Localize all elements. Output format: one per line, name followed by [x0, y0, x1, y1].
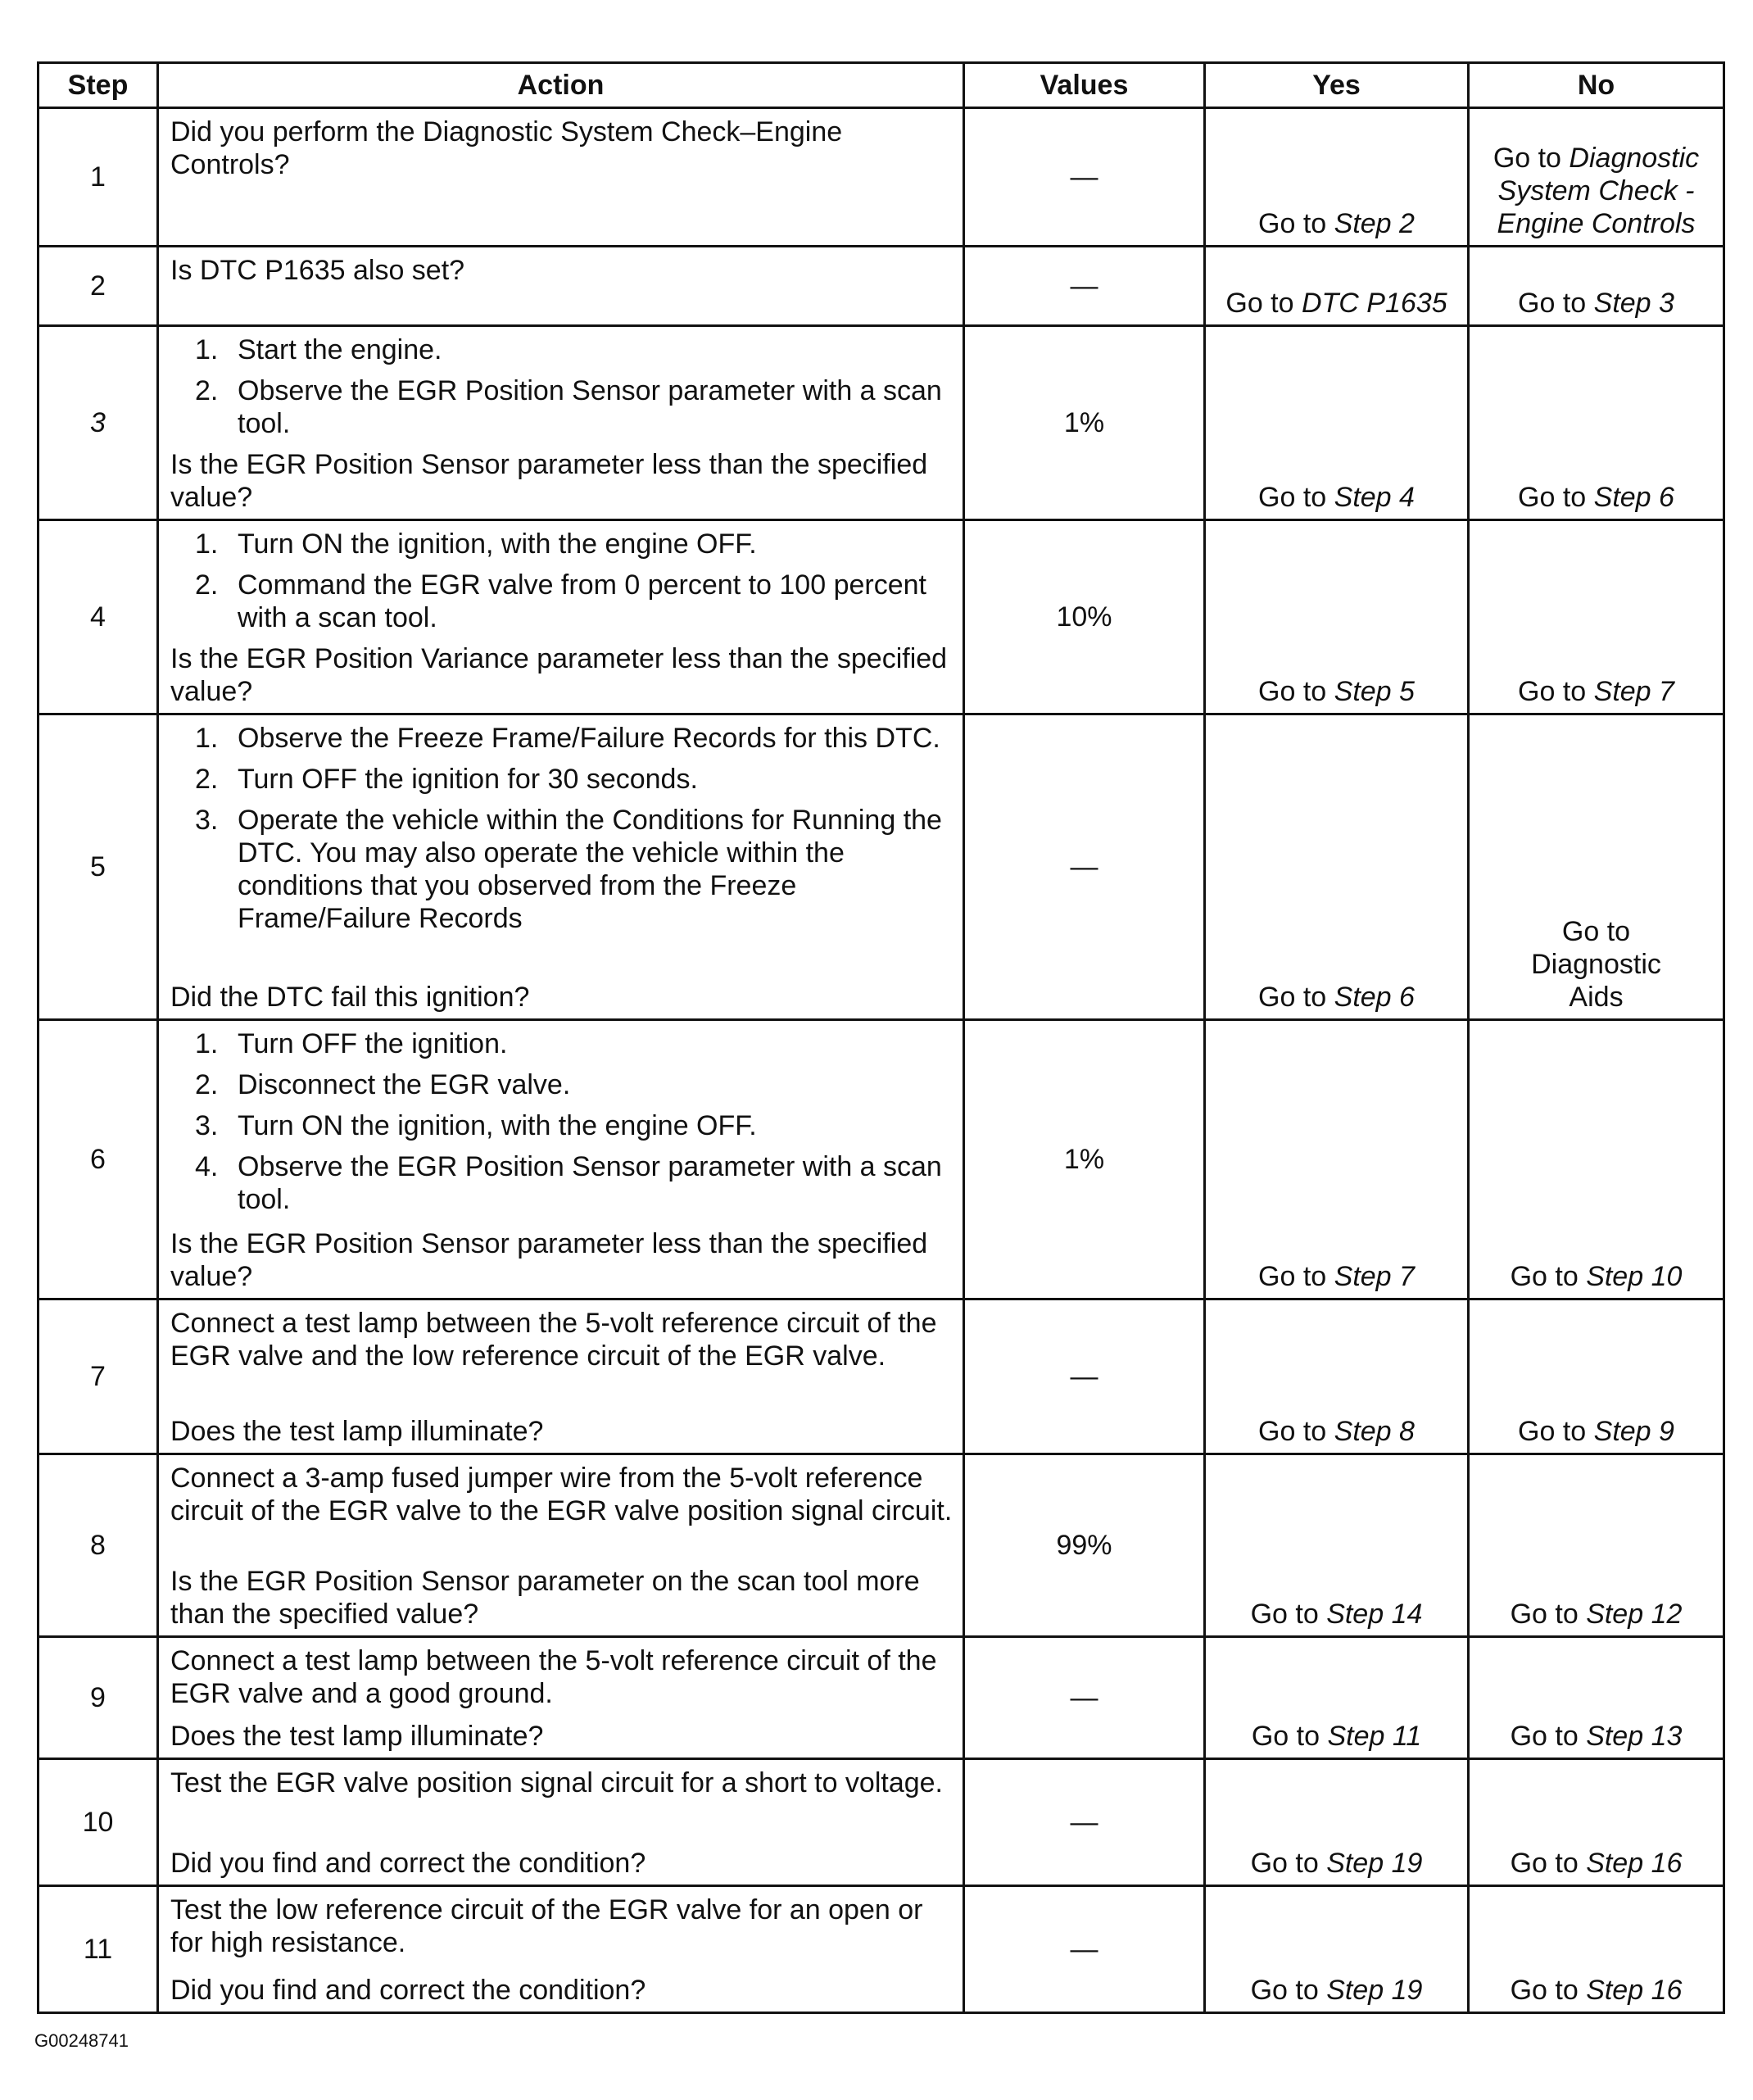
- no-cell: [1469, 108, 1724, 247]
- yes-goto-prefix: Go to: [1250, 1975, 1327, 2006]
- table-row: [39, 1759, 1724, 1886]
- action-step-text: Turn OFF the ignition for 30 seconds.: [238, 764, 698, 795]
- action-step-item: [170, 374, 954, 440]
- action-step-number: 3.: [195, 1110, 219, 1141]
- no-goto-target[interactable]: Step 12: [1586, 1599, 1683, 1630]
- yes-goto-prefix: Go to: [1258, 1261, 1334, 1292]
- table-row: [39, 714, 1724, 1020]
- action-step-number: 2.: [195, 1069, 219, 1100]
- action-cell: [158, 714, 964, 1020]
- value-cell: 99%: [964, 1454, 1205, 1637]
- action-step-item: [170, 1027, 954, 1060]
- yes-cell: [1205, 247, 1469, 326]
- value-cell: —: [964, 1299, 1205, 1454]
- action-question: Did you find and correct the condition?: [170, 1848, 646, 1879]
- yes-cell: [1205, 1299, 1469, 1454]
- no-goto-target[interactable]: Step 13: [1586, 1721, 1683, 1752]
- action-step-text: Turn ON the ignition, with the engine OFF.: [238, 528, 757, 560]
- yes-cell: [1205, 1759, 1469, 1886]
- action-step-item: [170, 1109, 954, 1142]
- yes-goto-target[interactable]: Step 7: [1334, 1261, 1415, 1292]
- yes-goto-prefix: Go to: [1250, 1599, 1327, 1630]
- action-cell: [158, 1454, 964, 1637]
- action-steps-list: [170, 333, 954, 440]
- table-row: [39, 1020, 1724, 1299]
- header-action: Action: [158, 63, 964, 108]
- header-step: Step: [39, 63, 158, 108]
- yes-goto-target[interactable]: DTC P1635: [1301, 288, 1447, 319]
- yes-goto-prefix: Go to: [1258, 982, 1334, 1013]
- action-text: Connect a test lamp between the 5-volt reference circuit of the EGR valve and a good ground.: [170, 1645, 937, 1709]
- action-step-item: [170, 1150, 954, 1216]
- action-step-number: 2.: [195, 569, 219, 601]
- no-cell: [1469, 714, 1724, 1020]
- yes-goto-target[interactable]: Step 4: [1334, 482, 1415, 513]
- action-step-item: [170, 763, 954, 796]
- yes-goto-target[interactable]: Step 6: [1334, 982, 1415, 1013]
- action-step-item: [170, 528, 954, 560]
- yes-goto-target[interactable]: Step 14: [1326, 1599, 1423, 1630]
- action-cell: [158, 326, 964, 520]
- action-step-item: [170, 333, 954, 366]
- action-text: Connect a 3-amp fused jumper wire from the 5-volt reference circuit of the EGR valve to the EGR valve position signal circuit.: [170, 1463, 953, 1526]
- action-cell: [158, 1886, 964, 2013]
- yes-goto-target[interactable]: Step 11: [1327, 1721, 1422, 1752]
- yes-goto-prefix: Go to: [1258, 208, 1334, 239]
- action-step-text: Disconnect the EGR valve.: [238, 1069, 571, 1100]
- action-text: Test the EGR valve position signal circuit for a short to voltage.: [170, 1767, 944, 1798]
- action-step-number: 2.: [195, 375, 219, 406]
- table-row: [39, 1299, 1724, 1454]
- no-goto-prefix: Go to: [1510, 1721, 1587, 1752]
- no-goto-target[interactable]: Step 9: [1593, 1416, 1674, 1447]
- header-values: Values: [964, 63, 1205, 108]
- step-number: 3: [39, 326, 158, 520]
- action-cell: [158, 520, 964, 714]
- yes-goto-prefix: Go to: [1225, 288, 1302, 319]
- no-goto-prefix: Go to: [1510, 1848, 1587, 1879]
- no-cell: [1469, 1759, 1724, 1886]
- yes-cell: [1205, 714, 1469, 1020]
- no-goto-target[interactable]: Step 10: [1586, 1261, 1683, 1292]
- no-cell: [1469, 247, 1724, 326]
- header-no: No: [1469, 63, 1724, 108]
- value-cell: 1%: [964, 326, 1205, 520]
- no-goto-target[interactable]: Step 7: [1593, 676, 1674, 707]
- action-text: Test the low reference circuit of the EGR valve for an open or for high resistance.: [170, 1894, 923, 1958]
- action-cell: [158, 247, 964, 326]
- no-goto-prefix: Go to: [1518, 288, 1594, 319]
- no-cell: [1469, 1020, 1724, 1299]
- no-cell: [1469, 520, 1724, 714]
- action-step-number: 1.: [195, 723, 219, 754]
- header-row: [39, 63, 1724, 108]
- action-step-text: Turn OFF the ignition.: [238, 1028, 508, 1059]
- value-cell: —: [964, 247, 1205, 326]
- value-cell: 10%: [964, 520, 1205, 714]
- yes-goto-prefix: Go to: [1251, 1721, 1328, 1752]
- action-cell: [158, 1637, 964, 1759]
- no-goto-target[interactable]: Step 16: [1586, 1975, 1683, 2006]
- table-row: [39, 1454, 1724, 1637]
- value-cell: —: [964, 1637, 1205, 1759]
- action-cell: [158, 1299, 964, 1454]
- yes-cell: [1205, 108, 1469, 247]
- step-number: 8: [39, 1454, 158, 1637]
- value-cell: —: [964, 108, 1205, 247]
- action-step-item: [170, 804, 954, 935]
- action-question: Did you find and correct the condition?: [170, 1975, 646, 2006]
- step-number: 2: [39, 247, 158, 326]
- action-question: Does the test lamp illuminate?: [170, 1721, 544, 1752]
- action-step-text: Observe the EGR Position Sensor parameter with a scan tool.: [238, 375, 942, 439]
- yes-cell: [1205, 326, 1469, 520]
- action-question: Did the DTC fail this ignition?: [170, 982, 530, 1013]
- yes-goto-target[interactable]: Step 19: [1326, 1975, 1423, 2006]
- action-step-text: Operate the vehicle within the Conditions for Running the DTC. You may also operate the vehicle within the conditions that you observed from the Freeze Frame/Failure Records: [238, 805, 942, 934]
- action-text: Connect a test lamp between the 5-volt reference circuit of the EGR valve and the low reference circuit of the EGR valve.: [170, 1308, 937, 1372]
- table-row: [39, 326, 1724, 520]
- step-number: 11: [39, 1886, 158, 2013]
- step-number: 5: [39, 714, 158, 1020]
- no-goto-target[interactable]: Diagnostic System Check - Engine Controls: [1497, 143, 1700, 239]
- action-step-number: 1.: [195, 528, 219, 560]
- header-yes: Yes: [1205, 63, 1469, 108]
- figure-id: G00248741: [34, 2030, 129, 2051]
- no-goto-target[interactable]: Step 6: [1593, 482, 1674, 513]
- table-row: [39, 1886, 1724, 2013]
- action-question: Is the EGR Position Sensor parameter less than the specified value?: [170, 1228, 928, 1292]
- no-goto-prefix: Go to: [1493, 143, 1570, 174]
- no-goto-target[interactable]: Step 16: [1586, 1848, 1683, 1879]
- action-step-text: Turn ON the ignition, with the engine OFF.: [238, 1110, 757, 1141]
- no-goto-prefix: Go to: [1518, 1416, 1594, 1447]
- step-number: 10: [39, 1759, 158, 1886]
- yes-cell: [1205, 1020, 1469, 1299]
- table-row: [39, 247, 1724, 326]
- action-step-number: 3.: [195, 805, 219, 836]
- action-steps-list: [170, 722, 954, 935]
- no-cell: [1469, 1299, 1724, 1454]
- action-text: Is DTC P1635 also set?: [170, 255, 465, 286]
- action-step-text: Observe the EGR Position Sensor parameter with a scan tool.: [238, 1151, 942, 1215]
- yes-goto-target[interactable]: Step 19: [1326, 1848, 1423, 1879]
- action-cell: [158, 108, 964, 247]
- yes-cell: [1205, 520, 1469, 714]
- diagnostic-table: [37, 61, 1725, 2014]
- value-cell: —: [964, 1886, 1205, 2013]
- step-number: 4: [39, 520, 158, 714]
- action-question: Does the test lamp illuminate?: [170, 1416, 544, 1447]
- no-goto-target[interactable]: Step 3: [1593, 288, 1674, 319]
- action-step-item: [170, 1068, 954, 1101]
- value-cell: —: [964, 714, 1205, 1020]
- action-cell: [158, 1020, 964, 1299]
- action-step-text: Observe the Freeze Frame/Failure Records for this DTC.: [238, 723, 940, 754]
- no-goto-prefix: Go to: [1510, 1599, 1587, 1630]
- yes-goto-target[interactable]: Step 2: [1334, 208, 1415, 239]
- action-cell: [158, 1759, 964, 1886]
- action-text: Did you perform the Diagnostic System Check–Engine Controls?: [170, 116, 843, 180]
- yes-goto-prefix: Go to: [1258, 1416, 1334, 1447]
- action-step-text: Start the engine.: [238, 334, 442, 365]
- action-step-item: [170, 569, 954, 634]
- action-step-text: Command the EGR valve from 0 percent to 100 percent with a scan tool.: [238, 569, 926, 633]
- action-step-item: [170, 722, 954, 755]
- step-number: 6: [39, 1020, 158, 1299]
- no-goto-prefix: Go to: [1510, 1261, 1587, 1292]
- action-question: Is the EGR Position Sensor parameter on the scan tool more than the specified value?: [170, 1566, 920, 1630]
- yes-cell: [1205, 1886, 1469, 2013]
- action-step-number: 1.: [195, 334, 219, 365]
- yes-goto-prefix: Go to: [1258, 482, 1334, 513]
- yes-goto-target[interactable]: Step 5: [1334, 676, 1415, 707]
- no-goto-prefix: Go to: [1510, 1975, 1587, 2006]
- step-number: 9: [39, 1637, 158, 1759]
- no-goto-prefix: Go to: [1518, 482, 1594, 513]
- action-question: Is the EGR Position Variance parameter less than the specified value?: [170, 643, 948, 707]
- no-goto-prefix: Go to: [1518, 676, 1594, 707]
- no-goto-prefix: Go to Diagnostic Aids: [1531, 916, 1661, 1013]
- no-cell: [1469, 326, 1724, 520]
- step-number: 7: [39, 1299, 158, 1454]
- action-steps-list: [170, 1027, 954, 1216]
- action-step-number: 4.: [195, 1151, 219, 1182]
- table-row: [39, 1637, 1724, 1759]
- step-number: 1: [39, 108, 158, 247]
- yes-goto-prefix: Go to: [1258, 676, 1334, 707]
- table-row: [39, 520, 1724, 714]
- value-cell: —: [964, 1759, 1205, 1886]
- action-step-number: 1.: [195, 1028, 219, 1059]
- no-cell: [1469, 1637, 1724, 1759]
- action-step-number: 2.: [195, 764, 219, 795]
- yes-cell: [1205, 1454, 1469, 1637]
- yes-goto-target[interactable]: Step 8: [1334, 1416, 1415, 1447]
- no-cell: [1469, 1454, 1724, 1637]
- action-steps-list: [170, 528, 954, 634]
- action-question: Is the EGR Position Sensor parameter less than the specified value?: [170, 449, 928, 513]
- no-cell: [1469, 1886, 1724, 2013]
- table-row: [39, 108, 1724, 247]
- yes-goto-prefix: Go to: [1250, 1848, 1327, 1879]
- yes-cell: [1205, 1637, 1469, 1759]
- value-cell: 1%: [964, 1020, 1205, 1299]
